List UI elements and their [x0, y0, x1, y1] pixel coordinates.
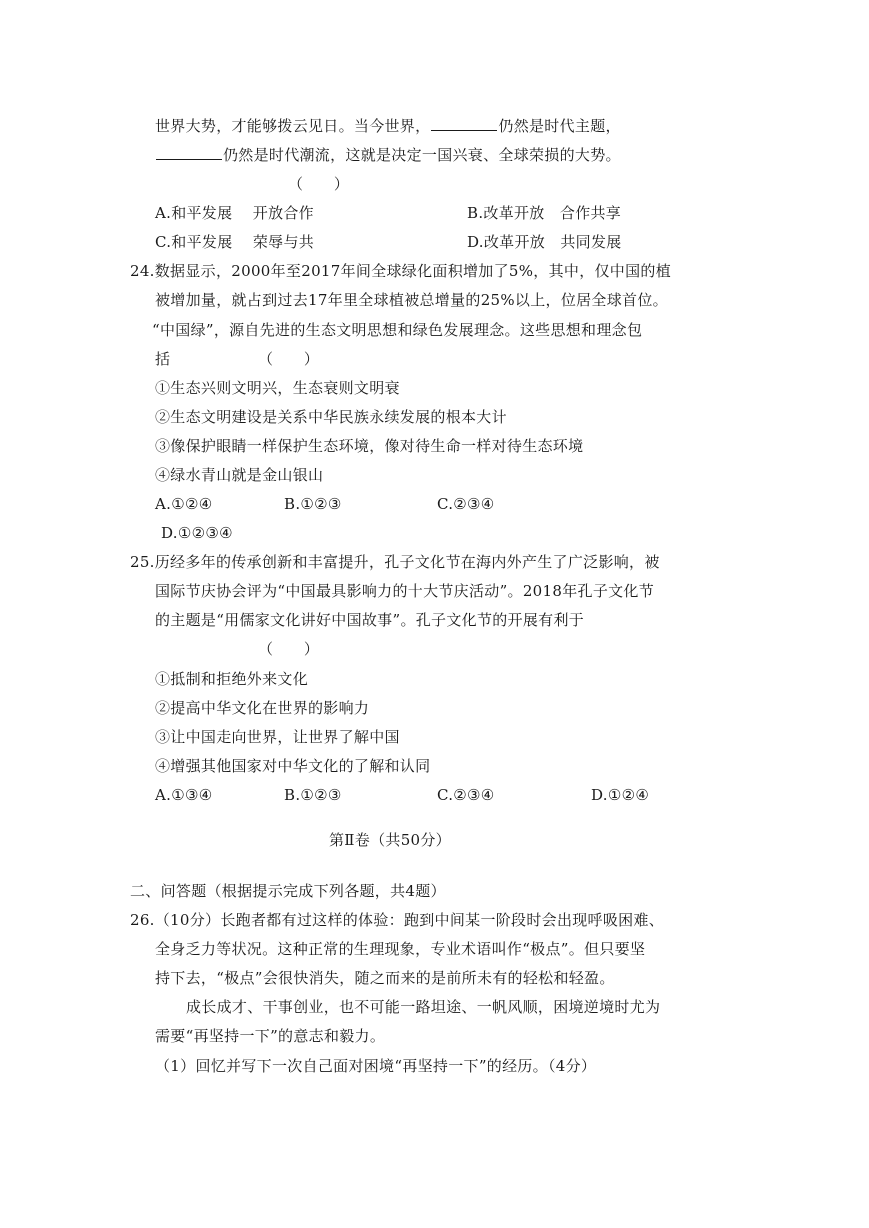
q23-stem-line-2 [155, 145, 621, 165]
q25-statement-2: ②提高中华文化在世界的影响力 [155, 699, 370, 717]
q25-statement-4: ④增强其他国家对中华文化的了解和认同 [155, 757, 431, 775]
q25-stem-line-1: 25.历经多年的传承创新和丰富提升，孔子文化节在海内外产生了广泛影响，被 [130, 553, 660, 571]
q24-statement-2: ②生态文明建设是关系中华民族永续发展的根本大计 [155, 408, 507, 426]
q23-stem-text-a: 世界大势，才能够拨云见日。当今世界， [155, 117, 431, 135]
q23-option-c: C.和平发展 荣辱与共 [155, 233, 315, 251]
q24-stem-line-2: 被增加量，就占到过去17年里全球植被总增量的25%以上，位居全球首位。 [155, 291, 668, 309]
q26-para2-line-1: 成长成才、干事创业，也不可能一路坦途、一帆风顺，困境逆境时尤为 [186, 998, 661, 1016]
q23-answer-paren: （ ） [288, 175, 350, 193]
q25-option-a: A.①③④ [155, 786, 213, 804]
q24-statement-3: ③像保护眼睛一样保护生态环境，像对待生命一样对待生态环境 [155, 437, 584, 455]
q23-stem-text-b: 仍然是时代主题， [498, 117, 621, 135]
q24-option-d: D.①②③④ [161, 524, 233, 542]
q26-stem-line-3: 持下去，“极点”会很快消失，随之而来的是前所未有的轻松和轻盈。 [155, 969, 615, 987]
q24-stem-line-3: “中国绿”，源自先进的生态文明思想和绿色发展理念。这些思想和理念包 [152, 321, 643, 339]
q24-option-a: A.①②④ [155, 495, 213, 513]
q24-stem-line-4: 括 [155, 350, 171, 368]
q25-answer-paren: （ ） [258, 640, 320, 658]
q23-option-b: B.改革开放 合作共享 [467, 204, 622, 222]
q23-stem-text-c: 仍然是时代潮流，这就是决定一国兴衰、全球荣损的大势。 [223, 146, 621, 164]
q23-blank-2 [156, 145, 222, 160]
q25-option-b: B.①②③ [284, 786, 342, 804]
q26-sub-question-1: （1）回忆并写下一次自己面对困境“再坚持一下”的经历。（4分） [155, 1057, 597, 1075]
q25-option-c: C.②③④ [437, 786, 495, 804]
q25-statement-1: ①抵制和拒绝外来文化 [155, 670, 309, 688]
q26-para2-line-2: 需要“再坚持一下”的意志和毅力。 [155, 1027, 386, 1045]
q24-statement-1: ①生态兴则文明兴，生态衰则文明衰 [155, 379, 400, 397]
q23-blank-1 [431, 116, 497, 131]
q23-stem-line-1 [155, 116, 621, 136]
q26-stem-line-2: 全身乏力等状况。这种正常的生理现象，专业术语叫作“极点”。但只要坚 [155, 940, 646, 958]
q24-statement-4: ④绿水青山就是金山银山 [155, 466, 324, 484]
section-2-heading: 二、问答题（根据提示完成下列各题，共4题） [130, 882, 446, 900]
q26-stem-line-1: 26.（10分）长跑者都有过这样的体验：跑到中间某一阶段时会出现呼吸困难、 [130, 911, 665, 929]
q25-statement-3: ③让中国走向世界，让世界了解中国 [155, 728, 400, 746]
q25-stem-line-2: 国际节庆协会评为“中国最具影响力的十大节庆活动”。2018年孔子文化节 [155, 582, 655, 600]
q25-stem-line-3: 的主题是“用儒家文化讲好中国故事”。孔子文化节的开展有利于 [155, 611, 585, 629]
q24-answer-paren: （ ） [258, 350, 320, 368]
q24-stem-line-1: 24.数据显示，2000年至2017年间全球绿化面积增加了5%，其中，仅中国的植 [130, 262, 672, 280]
q23-option-d: D.改革开放 共同发展 [467, 233, 622, 251]
q24-option-c: C.②③④ [437, 495, 495, 513]
section-2-title: 第Ⅱ卷（共50分） [329, 831, 451, 849]
q24-option-b: B.①②③ [284, 495, 342, 513]
q25-option-d: D.①②④ [591, 786, 650, 804]
q23-option-a: A.和平发展 开放合作 [155, 204, 314, 222]
